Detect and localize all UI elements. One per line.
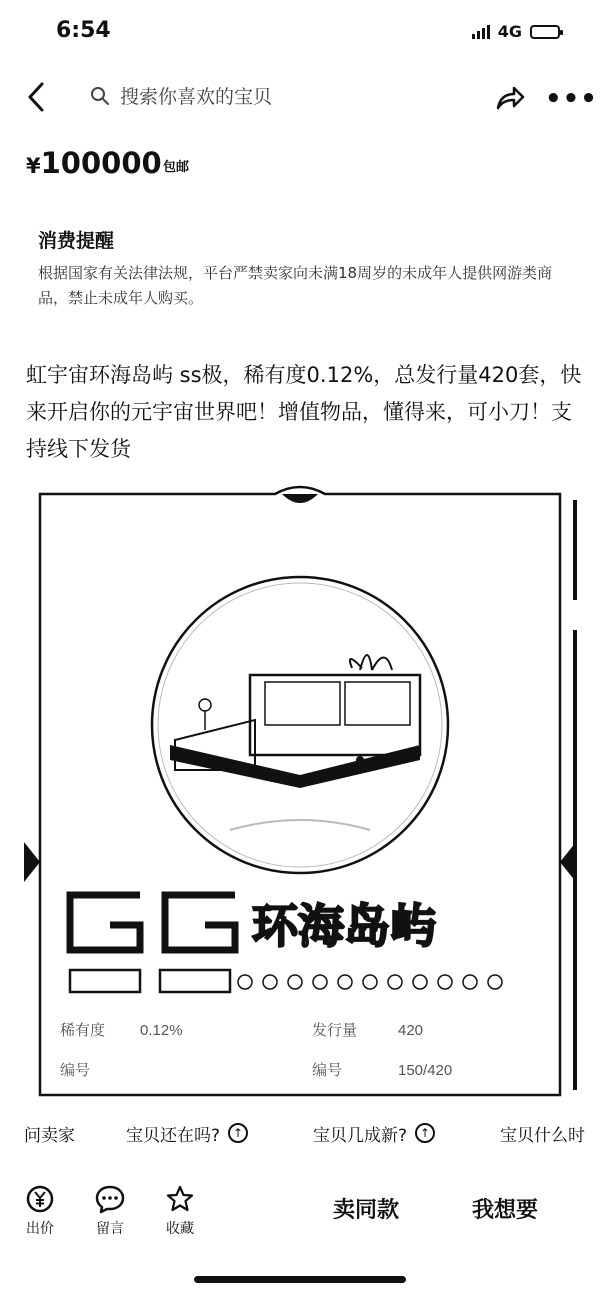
- quick-question-3-text: 宝贝什么时: [500, 1125, 585, 1146]
- signal-icon: [472, 25, 490, 39]
- comment-label: 留言: [96, 1221, 124, 1237]
- item-description: 虹宇宙环海岛屿 ss极，稀有度0.12%，总发行量420套，快来开启你的元宇宙世界吧！增值物品，懂得来，可小刀！支持线下发货: [26, 363, 582, 461]
- favorite-button[interactable]: [158, 1184, 202, 1238]
- quick-question-2[interactable]: [313, 1120, 435, 1146]
- yen-icon: [25, 1184, 55, 1214]
- value-left-1: 0.12%: [140, 1022, 183, 1039]
- currency-symbol: ¥: [26, 154, 41, 178]
- shipping-badge: 包邮: [163, 160, 190, 175]
- product-name: 环海岛屿: [252, 900, 436, 952]
- ask-seller-text: 问卖家: [24, 1125, 75, 1146]
- battery-icon: [530, 25, 560, 39]
- quick-question-1[interactable]: [126, 1120, 248, 1146]
- search-placeholder: 搜索你喜欢的宝贝: [120, 86, 273, 108]
- favorite-label: 收藏: [166, 1221, 194, 1237]
- field-right-1: 发行量: [312, 1022, 358, 1039]
- product-image-art: [0, 470, 600, 1115]
- quick-question-3[interactable]: [500, 1120, 600, 1146]
- search-icon: [90, 86, 110, 106]
- sell-same-button[interactable]: 卖同款: [333, 1198, 400, 1223]
- want-button[interactable]: 我想要: [472, 1198, 539, 1223]
- price: [26, 146, 162, 180]
- field-left-2: 编号: [60, 1062, 91, 1079]
- back-icon[interactable]: [22, 80, 52, 114]
- network-type: 4G: [497, 22, 522, 41]
- product-image[interactable]: [0, 470, 600, 1115]
- value-right-2: 150/420: [398, 1062, 453, 1079]
- bid-button[interactable]: [18, 1184, 62, 1238]
- search-bar[interactable]: [90, 82, 272, 109]
- field-right-2: 编号: [312, 1062, 343, 1079]
- comment-button[interactable]: [88, 1184, 132, 1238]
- notice-body: 根据国家有关法律法规，平台严禁卖家向未满18周岁的未成年人提供网游类商品，禁止未成年人购买。: [38, 264, 553, 307]
- star-icon: [165, 1184, 195, 1214]
- status-indicators: [472, 22, 560, 41]
- value-right-1: 420: [398, 1022, 424, 1039]
- more-icon[interactable]: •••: [545, 84, 598, 114]
- arrow-up-icon: ↑: [228, 1123, 248, 1143]
- notice-title: 消费提醒: [38, 230, 115, 252]
- comment-icon: [94, 1184, 126, 1214]
- share-icon[interactable]: [494, 82, 526, 114]
- bid-label: 出价: [26, 1221, 54, 1237]
- status-time: 6:54: [56, 18, 111, 43]
- price-amount: 100000: [40, 146, 162, 180]
- arrow-up-icon: ↑: [415, 1123, 435, 1143]
- quick-question-1-text: 宝贝还在吗?: [126, 1125, 221, 1146]
- quick-question-2-text: 宝贝几成新?: [313, 1125, 408, 1146]
- ask-seller-label: [24, 1120, 75, 1146]
- field-left-1: 稀有度: [60, 1022, 106, 1039]
- home-indicator[interactable]: [194, 1276, 406, 1283]
